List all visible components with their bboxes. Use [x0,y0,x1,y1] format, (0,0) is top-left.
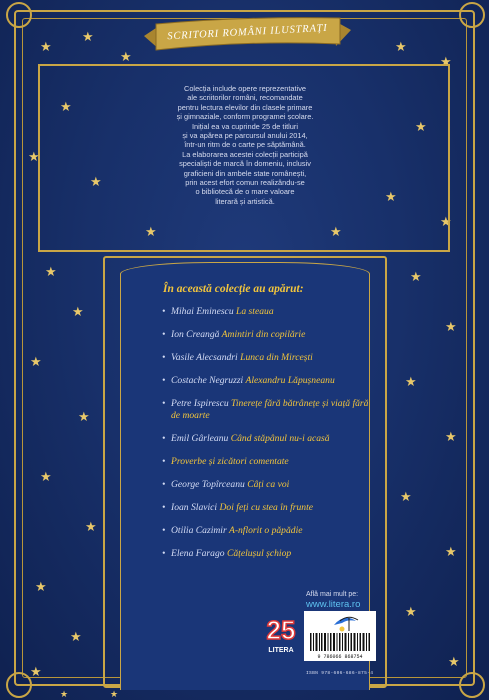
star-icon: ★ [330,224,342,239]
book-item [163,479,373,491]
star-icon: ★ [40,39,52,54]
book-author: Otilia Cazimir [171,525,227,536]
series-title: SCRITORI ROMÂNI ILUSTRAȚI [167,22,328,43]
star-icon: ★ [82,29,94,44]
star-icon: ★ [90,174,102,189]
book-author: Vasile Alecsandri [171,352,238,363]
star-icon: ★ [110,689,119,699]
star-icon: ★ [405,604,417,619]
star-icon: ★ [78,409,90,424]
book-title: Cățelușul șchiop [226,548,292,559]
book-title: Când stăpânul nu-i acasă [230,433,330,444]
star-icon: ★ [448,654,460,669]
star-icon: ★ [120,49,132,64]
book-item [163,306,373,318]
book-item [163,456,373,468]
book-item [163,329,373,341]
description-line: într-un ritm de o carte pe săptămână. [184,140,306,150]
description-line: Colecția include opere reprezentative [183,84,307,93]
barcode [304,611,376,661]
description-line: La elaborarea acestei colecții participă [182,149,308,159]
star-icon: ★ [72,304,84,319]
star-icon: ★ [440,214,452,229]
book-item [163,352,373,364]
series-ribbon [140,10,355,60]
book-item [163,398,373,422]
more-info [306,591,360,610]
star-icon: ★ [405,374,417,389]
book-item [163,502,373,514]
book-title: A-nflorit o păpădie [228,525,303,536]
star-icon: ★ [440,54,452,69]
corner-ornament [459,2,485,28]
book-item [163,433,373,445]
book-title: Lunca din Mircești [240,352,313,363]
book-author: Mihai Eminescu [171,306,234,317]
corner-ornament [6,2,32,28]
corner-ornament [6,672,32,698]
star-icon: ★ [395,39,407,54]
star-icon: ★ [70,629,82,644]
more-info-label: Află mai mult pe: [306,591,359,598]
description-line: graficieni din ambele state românești, [183,168,307,178]
description-line: Inițial ea va cuprinde 25 de titluri [192,121,298,131]
description-line: prin acest efort comun realizându-se [185,178,305,188]
book-item [163,525,373,537]
description-line: și gimnaziale, conform programei școlare. [176,112,314,122]
logo-number: 25 [266,615,296,645]
description-line: specialiști de marcă în domeniu, inclusiv [179,159,311,169]
book-title: Doi feți cu stea în frunte [219,502,314,513]
isbn-number: ISBN 978-606-686-875-4 [306,671,374,676]
book-author: George Topîrceanu [171,479,245,490]
star-icon: ★ [28,149,40,164]
book-item [163,375,373,387]
barcode-digits: 9 786066 868754 [317,654,363,660]
star-icon: ★ [45,264,57,279]
star-icon: ★ [30,354,42,369]
litera-25-logo [258,612,304,656]
book-list [163,306,373,571]
star-icon: ★ [30,664,42,679]
book-title: Alexandru Lăpușneanu [245,375,335,386]
book-title: La steaua [236,306,274,317]
star-icon: ★ [415,119,427,134]
book-author: Elena Farago [171,548,225,559]
book-title: Proverbe și zicători comentate [171,456,289,467]
star-icon: ★ [410,269,422,284]
description-line: și va apărea pe parcursul anului 2014, [182,131,308,141]
description-line: o bibliotecă de o mare valoare [195,187,295,197]
book-author: Ion Creangă [171,329,220,340]
book-author: Costache Negruzzi [171,375,244,386]
star-icon: ★ [400,489,412,504]
book-title: Tinerețe fără bătrânețe și viață fără de moarte [171,398,369,421]
star-icon: ★ [85,519,97,534]
star-icon: ★ [385,189,397,204]
book-item [163,548,373,560]
star-icon: ★ [445,544,457,559]
collection-heading: În această colecție au apărut: [163,283,304,295]
star-icon: ★ [60,99,72,114]
star-icon: ★ [145,224,157,239]
collection-description [120,84,370,206]
logo-name: LITERA [268,647,294,654]
description-line: pentru lectura elevilor din clasele primare [177,102,313,112]
book-title: Amintiri din copilărie [221,329,306,340]
star-icon: ★ [445,319,457,334]
star-icon: ★ [60,689,69,699]
star-icon: ★ [40,469,52,484]
description-line: literară și artistică. [215,196,275,206]
star-icon: ★ [35,579,47,594]
website-link[interactable]: www.litera.ro [306,599,361,610]
corner-ornament [459,672,485,698]
barcode-icon [304,611,376,661]
book-author: Emil Gârleanu [171,433,229,444]
book-author: Petre Ispirescu [171,398,229,409]
book-title: Câți ca voi [247,479,290,490]
book-author: Ioan Slavici [171,502,218,513]
anniversary-logo-icon [258,612,304,656]
description-line: ale scriitorilor români, recomandate [187,93,303,103]
star-icon: ★ [445,429,457,444]
